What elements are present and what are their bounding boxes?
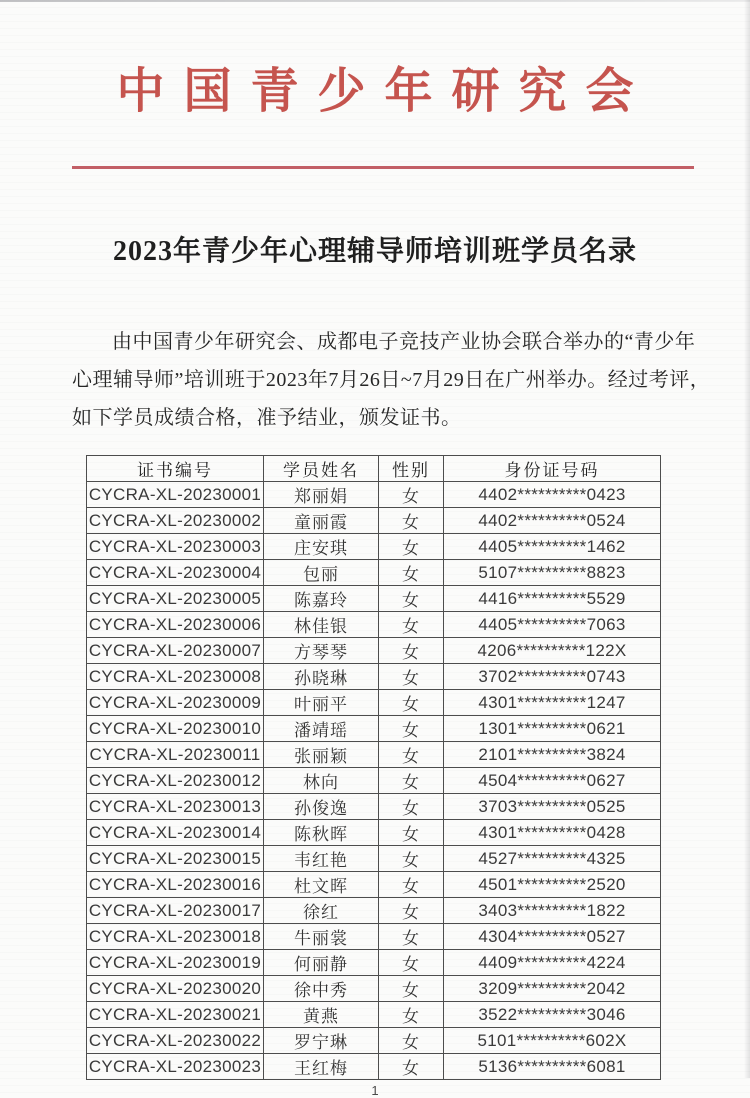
name-cell: 牛丽裳 (264, 924, 379, 950)
gender-cell: 女 (379, 820, 444, 846)
document-title: 2023年青少年心理辅导师培训班学员名录 (112, 236, 637, 267)
name-cell: 包丽 (264, 560, 379, 586)
gender-cell: 女 (379, 898, 444, 924)
cert-number-cell: CYCRA-XL-20230005 (87, 586, 264, 612)
name-cell: 杜文晖 (264, 872, 379, 898)
id-number-cell: 4527**********4325 (444, 846, 661, 872)
cert-number-cell: CYCRA-XL-20230010 (87, 716, 264, 742)
id-number-cell: 3209**********2042 (444, 976, 661, 1002)
gender-cell: 女 (379, 846, 444, 872)
gender-cell: 女 (379, 560, 444, 586)
name-cell: 庄安琪 (264, 534, 379, 560)
cert-number-cell: CYCRA-XL-20230020 (87, 976, 264, 1002)
cert-number-cell: CYCRA-XL-20230015 (87, 846, 264, 872)
table-row (87, 1028, 661, 1054)
name-cell: 罗宁琳 (264, 1028, 379, 1054)
column-header-student-name: 学员姓名 (264, 456, 379, 482)
id-number-cell: 1301**********0621 (444, 716, 661, 742)
name-cell: 郑丽娟 (264, 482, 379, 508)
gender-cell: 女 (379, 612, 444, 638)
name-cell: 何丽静 (264, 950, 379, 976)
intro-line-2: 心理辅导师”培训班于2023年7月26日~7月29日在广州举办。经过考评， (72, 369, 711, 391)
id-number-cell: 4206**********122X (444, 638, 661, 664)
cert-number-cell: CYCRA-XL-20230006 (87, 612, 264, 638)
roster-table-body (87, 482, 661, 1080)
gender-cell: 女 (379, 508, 444, 534)
table-row (87, 664, 661, 690)
red-divider-line (72, 166, 694, 169)
column-header-id-number: 身份证号码 (444, 456, 661, 482)
table-row (87, 924, 661, 950)
id-number-cell: 4409**********4224 (444, 950, 661, 976)
cert-number-cell: CYCRA-XL-20230007 (87, 638, 264, 664)
gender-cell: 女 (379, 1054, 444, 1080)
id-number-cell: 5107**********8823 (444, 560, 661, 586)
id-number-cell: 5136**********6081 (444, 1054, 661, 1080)
name-cell: 徐红 (264, 898, 379, 924)
cert-number-cell: CYCRA-XL-20230004 (87, 560, 264, 586)
cert-number-cell: CYCRA-XL-20230011 (87, 742, 264, 768)
name-cell: 王红梅 (264, 1054, 379, 1080)
gender-cell: 女 (379, 482, 444, 508)
cert-number-cell: CYCRA-XL-20230002 (87, 508, 264, 534)
name-cell: 陈嘉玲 (264, 586, 379, 612)
name-cell: 徐中秀 (264, 976, 379, 1002)
scan-top-edge (0, 0, 750, 2)
table-row (87, 794, 661, 820)
cert-number-cell: CYCRA-XL-20230016 (87, 872, 264, 898)
table-row (87, 1054, 661, 1080)
cert-number-cell: CYCRA-XL-20230023 (87, 1054, 264, 1080)
id-number-cell: 3403**********1822 (444, 898, 661, 924)
name-cell: 林向 (264, 768, 379, 794)
column-header-cert-number: 证书编号 (87, 456, 264, 482)
page-number: 1 (371, 1083, 379, 1098)
gender-cell: 女 (379, 690, 444, 716)
cert-number-cell: CYCRA-XL-20230021 (87, 1002, 264, 1028)
id-number-cell: 4402**********0423 (444, 482, 661, 508)
org-title: 中国青少年研究会 (116, 65, 653, 118)
table-row (87, 820, 661, 846)
cert-number-cell: CYCRA-XL-20230003 (87, 534, 264, 560)
cert-number-cell: CYCRA-XL-20230022 (87, 1028, 264, 1054)
id-number-cell: 4501**********2520 (444, 872, 661, 898)
table-row (87, 560, 661, 586)
name-cell: 孙晓琳 (264, 664, 379, 690)
cert-number-cell: CYCRA-XL-20230019 (87, 950, 264, 976)
table-row (87, 872, 661, 898)
name-cell: 方琴琴 (264, 638, 379, 664)
intro-paragraph (72, 323, 712, 437)
cert-number-cell: CYCRA-XL-20230008 (87, 664, 264, 690)
gender-cell: 女 (379, 534, 444, 560)
name-cell: 陈秋晖 (264, 820, 379, 846)
roster-table (86, 455, 661, 1080)
name-cell: 韦红艳 (264, 846, 379, 872)
id-number-cell: 4304**********0527 (444, 924, 661, 950)
gender-cell: 女 (379, 1028, 444, 1054)
cert-number-cell: CYCRA-XL-20230012 (87, 768, 264, 794)
name-cell: 叶丽平 (264, 690, 379, 716)
gender-cell: 女 (379, 768, 444, 794)
gender-cell: 女 (379, 872, 444, 898)
cert-number-cell: CYCRA-XL-20230014 (87, 820, 264, 846)
table-row (87, 846, 661, 872)
gender-cell: 女 (379, 950, 444, 976)
name-cell: 潘靖瑶 (264, 716, 379, 742)
gender-cell: 女 (379, 794, 444, 820)
id-number-cell: 4301**********0428 (444, 820, 661, 846)
gender-cell: 女 (379, 1002, 444, 1028)
cert-number-cell: CYCRA-XL-20230001 (87, 482, 264, 508)
table-row (87, 638, 661, 664)
gender-cell: 女 (379, 586, 444, 612)
name-cell: 林佳银 (264, 612, 379, 638)
gender-cell: 女 (379, 716, 444, 742)
table-row (87, 586, 661, 612)
intro-line-3: 如下学员成绩合格，准予结业，颁发证书。 (72, 407, 462, 429)
gender-cell: 女 (379, 638, 444, 664)
name-cell: 童丽霞 (264, 508, 379, 534)
cert-number-cell: CYCRA-XL-20230018 (87, 924, 264, 950)
table-row (87, 1002, 661, 1028)
name-cell: 张丽颖 (264, 742, 379, 768)
name-cell: 黄燕 (264, 1002, 379, 1028)
scan-right-edge (744, 0, 750, 1078)
id-number-cell: 2101**********3824 (444, 742, 661, 768)
id-number-cell: 3703**********0525 (444, 794, 661, 820)
table-row (87, 950, 661, 976)
table-row (87, 898, 661, 924)
gender-cell: 女 (379, 742, 444, 768)
id-number-cell: 4405**********1462 (444, 534, 661, 560)
table-row (87, 742, 661, 768)
gender-cell: 女 (379, 976, 444, 1002)
cert-number-cell: CYCRA-XL-20230009 (87, 690, 264, 716)
intro-line-1: 由中国青少年研究会、成都电子竞技产业协会联合举办的“青少年 (112, 331, 696, 353)
name-cell: 孙俊逸 (264, 794, 379, 820)
gender-cell: 女 (379, 664, 444, 690)
table-row (87, 716, 661, 742)
id-number-cell: 4405**********7063 (444, 612, 661, 638)
cert-number-cell: CYCRA-XL-20230013 (87, 794, 264, 820)
id-number-cell: 4504**********0627 (444, 768, 661, 794)
table-row (87, 976, 661, 1002)
table-header-row (87, 456, 661, 482)
id-number-cell: 4416**********5529 (444, 586, 661, 612)
id-number-cell: 3702**********0743 (444, 664, 661, 690)
gender-cell: 女 (379, 924, 444, 950)
id-number-cell: 3522**********3046 (444, 1002, 661, 1028)
column-header-gender: 性别 (379, 456, 444, 482)
id-number-cell: 4402**********0524 (444, 508, 661, 534)
table-row (87, 612, 661, 638)
table-row (87, 508, 661, 534)
id-number-cell: 5101**********602X (444, 1028, 661, 1054)
table-row (87, 534, 661, 560)
table-row (87, 690, 661, 716)
cert-number-cell: CYCRA-XL-20230017 (87, 898, 264, 924)
table-row (87, 768, 661, 794)
id-number-cell: 4301**********1247 (444, 690, 661, 716)
table-row (87, 482, 661, 508)
